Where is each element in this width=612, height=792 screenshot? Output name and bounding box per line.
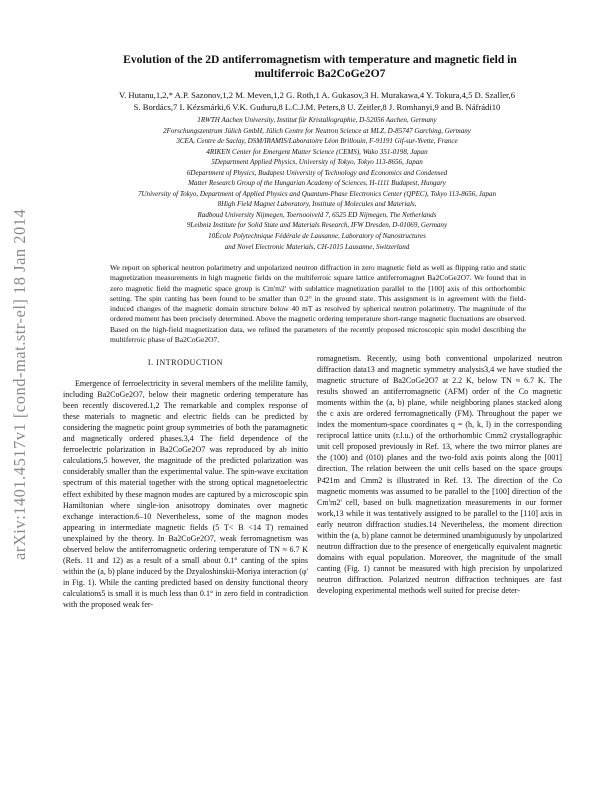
affiliation-line: 5Department Applied Physics, University of Tokyo, Tokyo 113-8656, Japan [211,158,423,167]
paper-title [70,53,570,81]
affiliation-line: 6Department of Physics, Budapest University of Technology and Economics and Condensed [186,168,448,177]
author-list [52,90,582,114]
title-line: multiferroic Ba2CoGe2O7 [254,67,386,80]
intro-paragraph: Emergence of ferroelectricity in several members of the melilite family, including Ba2CoGe2O7, below their magnetic ordering temperature has been recently discovered.1,2 The remarkable and complex response of these materials to magnetic and electric fields can be predicted by considering the magnetic point group symmetries of both the paramagnetic and magnetically ordered phases.3,4 The field dependence of the ferroelectric polarization in Ba2CoGe2O7 was reproduced by ab initio calculations,5 however, the magnitude of the predicted polarization was considerably smaller than the experimental value. The spin-wave excitation spectrum of this material together with the strong optical magnetoelectric effect exhibited by these magnon modes are captured by a microscopic spin Hamiltonian where single-ion anisotropy dominates over magnetic exchange interaction.6–10 Nevertheless, some of the magnon modes appearing in intermediate magnetic fields (5 T< B <14 T) remained unexplained by the theory. In Ba2CoGe2O7, weak ferromagnetism was observed below the antiferromagnetic ordering temperature of TN ≈ 6.7 K (Refs. 11 and 12) as a result of a small about 0.1° canting of the spins within the (a, b) plane induced by the Dzyaloshinskii-Moriya interaction (φ' in Fig. 1). While the canting predicted based on density functional theory calculations5 is small it is much less than 0.1° in zero field in contradiction with the proposed weak fer- [63,379,308,609]
affiliation-line: 4RIKEN Center for Emergent Matter Science (CEMS), Wako 351-0198, Japan [206,147,428,156]
affiliation-line: and Novel Electronic Materials, CH-1015 Lausanne, Switzerland [224,242,410,251]
affiliation-line: 3CEA, Centre de Saclay, DSM/IRAMIS/Laboratoire Léon Brillouin, F-91191 Gif-sur-Yvette, France [176,137,458,146]
left-column [63,357,308,610]
affiliation-line: 1RWTH Aachen University, Institut für Kristallographie, D-52056 Aachen, Germany [197,116,437,124]
affiliation-line: 7University of Tokyo, Department of Applied Physics and Quantum-Phase Electronics Center (QPEC), Tokyo 113-8656, Japan [137,189,497,198]
abstract: We report on spherical neutron polarimetry and unpolarized neutron diffraction in zero magnetic field as well as flipping ratio and static magnetization measurements in high magnetic fields on the multiferroic square lattice antiferromagnet Ba2CoGe2O7. We found that in zero magnetic field the magnetic space group is Cm'm2' with sublattice magnetization parallel to the [100] axis of this orthorhombic setting. The spin canting has been found to be smaller than 0.2° in the ground state. This assignment is in agreement with the field-induced changes of the magnetic domain structure below 40 mT as resolved by spherical neutron polarimetry. The magnitude of the ordered moment has been precisely determined. Above the magnetic ordering temperature short-range magnetic fluctuations are observed. Based on the high-field magnetization data, we refined the parameters of the recently proposed microscopic spin model describing the multiferroic phase of Ba2CoGe2O7. [110,263,526,345]
author-line: V. Hutanu,1,2,* A.P. Sazonov,1,2 M. Meven,1,2 G. Roth,1 A. Gukasov,3 H. Murakawa,4 Y. Tokura,4,5 D. Szaller,6 [118,90,515,100]
section-heading: I. INTRODUCTION [147,358,224,367]
affiliation-list [52,115,582,252]
affiliation-line: 10École Polytechnique Fédérale de Lausanne, Laboratory of Nanostructures [208,232,426,241]
affiliation-line: 8High Field Magnet Laboratory, Institute of Molecules and Materials, [217,200,417,209]
affiliation-line: Radboud University Nijmegen, Toernooiveld 7, 6525 ED Nijmegen, The Netherlands [197,210,437,219]
affiliation-line: 9Leibniz Institute for Solid State and Materials Research, IFW Dresden, D-01069, Germany [186,221,448,230]
title-line: Evolution of the 2D antiferromagnetism with temperature and magnetic field in [123,53,517,66]
arxiv-identifier: arXiv:1401.4517v1 [cond-mat.str-el] 18 Jan 2014 [10,208,29,560]
author-line: S. Bordács,7 I. Kézsmárki,6 V.K. Guduru,8 L.C.J.M. Peters,8 U. Zeitler,8 J. Romhanyi,9 and B. Náfrádi10 [133,101,501,112]
intro-paragraph-continued: romagnetism. Recently, using both conventional unpolarized neutron diffraction data13 and magnetic symmetry analysis3,4 we have studied the magnetic structure of Ba2CoGe2O7 at 2.2 K, below TN ≈ 6.7 K. The results showed an antiferromagnetic (AFM) order of the Co magnetic moments within the (a, b) plane, while neighboring planes stacked along the c axis are ordered ferromagnetically (FM). Throughout the paper we index the momentum-space coordinates q = (h, k, l) in the corresponding reciprocal lattice units (r.l.u.) of the orthorhombic Cmm2 crystallographic unit cell proposed previously in Ref. 13, where the two mirror planes are the (100) and (010) planes and the two-fold axis points along the [001] direction. The relation between the unit cells based on the space groups P4̄21m and Cmm2 is illustrated in Ref. 13. The direction of the Co magnetic moments was assumed to be parallel to the [100] direction of the Cm'm2' cell, based on bulk magnetization measurements in our former work,13 while it was tentatively assigned to be parallel to the [110] axis in early neutron diffraction studies.14 Nevertheless, the moment direction within the (a, b) plane cannot be determined unambiguously by unpolarized neutron diffraction due to the presence of energetically equivalent magnetic domains with equal population. Moreover, the magnitude of the small canting (Fig. 1) cannot be measured with high precision by unpolarized neutron diffraction. Polarized neutron diffraction techniques are fast developing experimental methods well suited for precise deter- [317,354,562,595]
affiliation-line: 2Forschungszentrum Jülich GmbH, Jülich Centre for Neutron Science at MLZ, D-85747 Garching, Germany [163,126,471,135]
affiliation-line: Matter Research Group of the Hungarian Academy of Sciences, H-1111 Budapest, Hungary [188,179,446,188]
right-column [317,353,562,596]
